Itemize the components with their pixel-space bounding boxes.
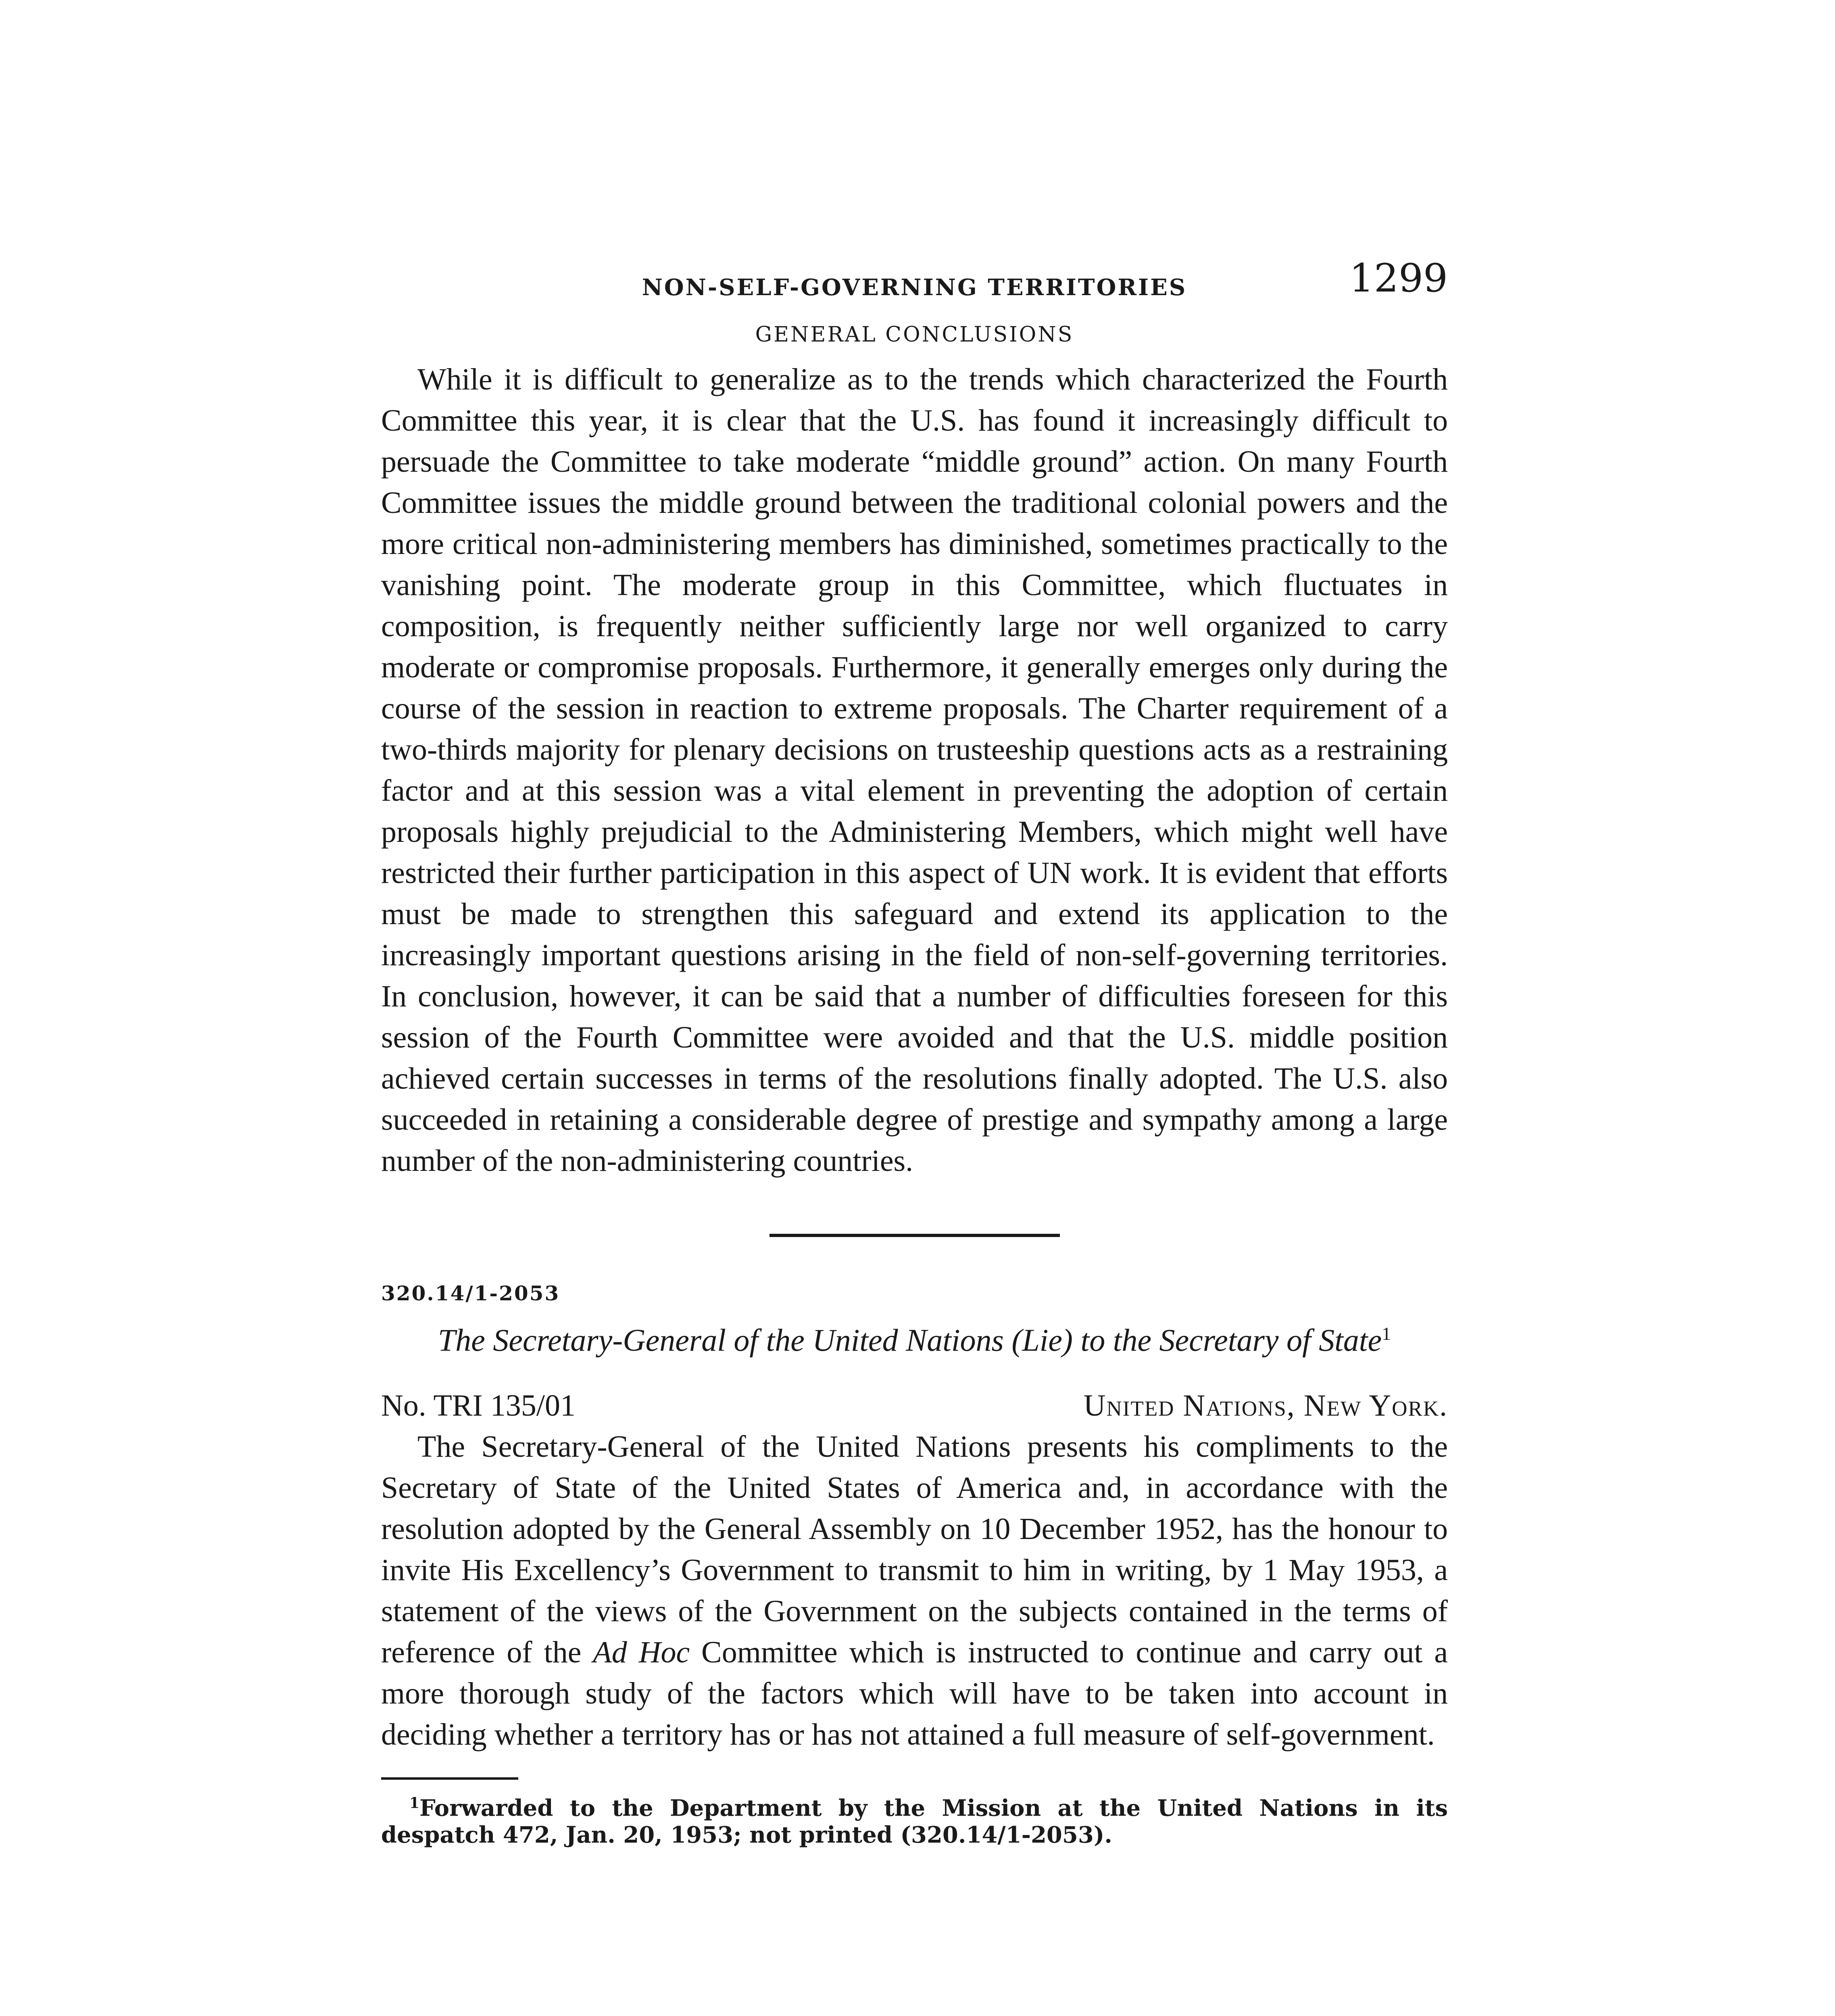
footnote [381,1790,1448,1848]
running-header [381,258,1448,314]
ad-hoc-italic: Ad Hoc [593,1635,690,1669]
section-heading: GENERAL CONCLUSIONS [755,323,1074,347]
file-number: 320.14/1-2053 [381,1281,560,1305]
dateline [381,1385,1448,1426]
document-title [381,1313,1448,1361]
note-text-before: The Secretary-General of the United Nations presents his compliments to the Secretary of State of the United States of America and, in accordance with the resolution adopted by the General Assembly on 10 December 1952, has the honour to invite His Excellency’s Government to transmit to him in writing, by 1 May 1953, a statement of the views of the Government on the subjects contained in the terms of reference of the [381,1430,1448,1669]
footnote-mark: 1 [409,1795,420,1812]
document-number: No. TRI 135/01 [381,1389,576,1422]
title-footnote-mark: 1 [1382,1323,1391,1344]
document-place: United Nations, New York. [1083,1389,1448,1422]
document-page [381,258,1448,1848]
page-number: 1299 [1349,256,1448,301]
note-paragraph [381,1426,1448,1755]
document-title-text: The Secretary-General of the United Nations (Lie) to the Secretary of State [438,1322,1382,1358]
note-text-after: Committee which is instructed to continue and carry out a more thorough study of the factors which will have to be taken into account in deciding whether a territory has or has not attained a full measure of self-government. [381,1635,1448,1752]
footnote-text: Forwarded to the Department by the Mission at the United Nations in its despatch 472, Jan. 20, 1953; not printed (320.14/1-2053). [381,1795,1448,1848]
section-divider [769,1234,1060,1237]
conclusions-paragraph: While it is difficult to generalize as to the trends which characterized the Fourth Committee this year, it is clear that the U.S. has found it increasingly difficult to persuade the Committee to take moderate “middle ground” action. On many Fourth Committee issues the middle ground between the traditional colonial powers and the more critical non-administering members has diminished, sometimes practically to the vanishing point. The moderate group in this Committee, which fluctuates in composition, is frequently neither sufficiently large nor well organized to carry moderate or compromise proposals. Furthermore, it generally emerges only during the course of the session in reaction to extreme proposals. The Charter requirement of a two-thirds majority for plenary decisions on trusteeship questions acts as a restraining factor and at this session was a vital element in preventing the adoption of certain proposals highly prejudicial to the Administering Members, which might well have restricted their further participation in this aspect of UN work. It is evident that efforts must be made to strengthen this safeguard and extend its application to the increasingly important questions arising in the field of non-self-governing territories. In conclusion, however, it can be said that a number of difficulties foreseen for this session of the Fourth Committee were avoided and that the U.S. middle position achieved certain successes in terms of the resolutions finally adopted. The U.S. also succeeded in retaining a considerable degree of prestige and sympathy among a large number of the non-administering countries. [381,362,1448,1178]
running-title: NON-SELF-GOVERNING TERRITORIES [642,274,1187,301]
footnote-rule [381,1777,518,1780]
